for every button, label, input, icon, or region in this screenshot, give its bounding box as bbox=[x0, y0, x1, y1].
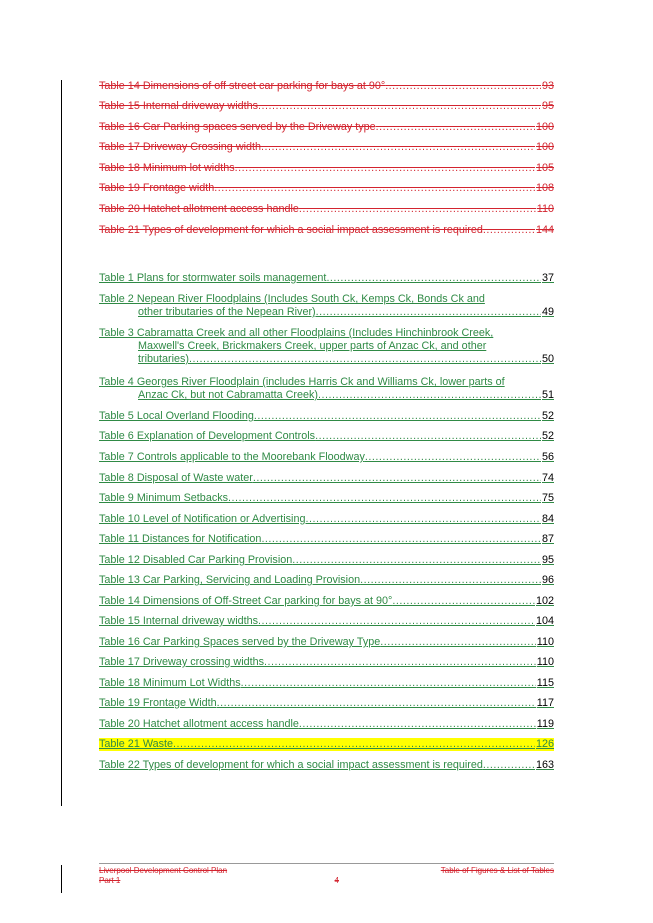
entry-page-number: 74 bbox=[541, 472, 554, 484]
deleted-table-entry[interactable] bbox=[99, 80, 554, 93]
entry-line bbox=[99, 738, 554, 751]
entry-label: Table 22 Types of development for which a social impact assessment is required bbox=[99, 759, 483, 771]
entry-line bbox=[99, 554, 554, 567]
entry-label: Table 10 Level of Notification or Advertising bbox=[99, 513, 306, 525]
entry-label: Table 17 Driveway Crossing width bbox=[99, 141, 262, 153]
dot-leader bbox=[316, 306, 541, 319]
table-entry[interactable] bbox=[99, 615, 554, 628]
entry-page-number: 49 bbox=[541, 306, 554, 318]
entry-label: Table 19 Frontage width bbox=[99, 182, 215, 194]
entry-line bbox=[99, 472, 554, 485]
entry-page-number: 126 bbox=[535, 738, 554, 750]
dot-leader bbox=[228, 492, 541, 505]
deleted-table-entry[interactable] bbox=[99, 141, 554, 154]
entry-line bbox=[99, 430, 554, 443]
dot-leader bbox=[264, 656, 536, 669]
entry-line bbox=[99, 182, 554, 195]
table-entry[interactable] bbox=[99, 327, 554, 366]
footer-row-2 bbox=[99, 876, 339, 885]
entry-page-number: 100 bbox=[535, 121, 554, 133]
dot-leader bbox=[380, 636, 536, 649]
dot-leader bbox=[392, 595, 535, 608]
entry-line bbox=[99, 533, 554, 546]
entry-label: Table 15 Internal driveway widths bbox=[99, 100, 259, 112]
dot-leader bbox=[318, 389, 541, 402]
entry-label: Table 19 Frontage Width bbox=[99, 697, 217, 709]
dot-leader bbox=[189, 353, 541, 366]
dot-leader bbox=[365, 451, 541, 464]
entry-page-number: 75 bbox=[541, 492, 554, 504]
table-entry[interactable] bbox=[99, 272, 554, 285]
entry-label: Table 6 Explanation of Development Controls bbox=[99, 430, 316, 442]
entry-line bbox=[99, 80, 554, 93]
entry-line bbox=[99, 162, 554, 175]
table-entry[interactable] bbox=[99, 759, 554, 772]
table-entry[interactable] bbox=[99, 554, 554, 567]
entry-line bbox=[99, 272, 554, 285]
entry-label: Table 13 Car Parking, Servicing and Loading Provision bbox=[99, 574, 361, 586]
entry-line bbox=[99, 656, 554, 669]
table-entry[interactable] bbox=[99, 533, 554, 546]
table-entry[interactable] bbox=[99, 636, 554, 649]
table-entry[interactable] bbox=[99, 376, 554, 402]
entry-page-number: 117 bbox=[536, 697, 554, 709]
entry-page-number: 50 bbox=[541, 353, 554, 365]
revision-margin-bar-footer bbox=[61, 865, 62, 893]
entry-line bbox=[99, 410, 554, 423]
entry-line bbox=[99, 636, 554, 649]
entry-page-number: 56 bbox=[541, 451, 554, 463]
entry-label: Table 18 Minimum Lot Widths bbox=[99, 677, 241, 689]
entry-label: Table 14 Dimensions of Off-Street Car parking for bays at 90° bbox=[99, 595, 393, 607]
table-entry[interactable] bbox=[99, 595, 554, 608]
entry-page-number: 93 bbox=[541, 80, 554, 92]
dot-leader bbox=[261, 141, 535, 154]
entry-line bbox=[99, 327, 554, 340]
entry-label: Table 11 Distances for Notification bbox=[99, 533, 262, 545]
table-entry[interactable] bbox=[99, 293, 554, 319]
entry-page-number: 163 bbox=[535, 759, 554, 771]
entry-page-number: 110 bbox=[536, 203, 554, 215]
table-entry[interactable] bbox=[99, 677, 554, 690]
entry-page-number: 37 bbox=[541, 272, 554, 284]
entry-label: Table 3 Cabramatta Creek and all other Floodplains (Includes Hinchinbrook Creek, bbox=[99, 327, 494, 339]
dot-leader bbox=[253, 472, 541, 485]
deleted-table-entry[interactable] bbox=[99, 121, 554, 134]
entry-label: Table 7 Controls applicable to the Moorebank Floodway bbox=[99, 451, 365, 463]
dot-leader bbox=[261, 533, 541, 546]
entry-line bbox=[99, 677, 554, 690]
entry-line bbox=[99, 759, 554, 772]
table-entry[interactable] bbox=[99, 656, 554, 669]
entry-label: Table 5 Local Overland Flooding bbox=[99, 410, 254, 422]
dot-leader bbox=[376, 121, 535, 134]
table-entry[interactable] bbox=[99, 472, 554, 485]
entry-page-number: 96 bbox=[541, 574, 554, 586]
entry-line bbox=[99, 376, 554, 389]
entry-label: Table 8 Disposal of Waste water bbox=[99, 472, 253, 484]
dot-leader bbox=[299, 203, 536, 216]
entry-label: Table 18 Minimum lot widths bbox=[99, 162, 235, 174]
entry-line bbox=[99, 492, 554, 505]
footer-row-1 bbox=[99, 866, 554, 875]
entry-page-number: 95 bbox=[541, 100, 554, 112]
table-entry[interactable] bbox=[99, 410, 554, 423]
entry-line bbox=[99, 353, 554, 366]
deleted-table-entry[interactable] bbox=[99, 100, 554, 113]
entry-line bbox=[99, 718, 554, 731]
footer-section: Table of Figures & List of Tables bbox=[440, 866, 554, 875]
entry-label-continued: tributaries) bbox=[138, 353, 190, 365]
entry-label: Table 1 Plans for stormwater soils management bbox=[99, 272, 327, 284]
dot-leader bbox=[360, 574, 541, 587]
entry-page-number: 119 bbox=[536, 718, 554, 730]
entry-line bbox=[99, 306, 554, 319]
entry-line bbox=[99, 224, 554, 237]
entry-label: Table 9 Minimum Setbacks bbox=[99, 492, 229, 504]
dot-leader bbox=[173, 738, 535, 751]
entry-line bbox=[99, 389, 554, 402]
entry-line bbox=[99, 574, 554, 587]
deleted-table-entry[interactable] bbox=[99, 182, 554, 195]
entry-line bbox=[99, 293, 554, 306]
footer-title: Liverpool Development Control Plan bbox=[99, 866, 228, 875]
entry-page-number: 95 bbox=[541, 554, 554, 566]
table-entry[interactable] bbox=[99, 451, 554, 464]
entry-label: Table 12 Disabled Car Parking Provision bbox=[99, 554, 293, 566]
table-entry[interactable] bbox=[99, 697, 554, 710]
footer-part: Part 1 bbox=[99, 876, 121, 885]
dot-leader bbox=[258, 615, 535, 628]
dot-leader bbox=[326, 272, 541, 285]
dot-leader bbox=[385, 80, 541, 93]
dot-leader bbox=[483, 759, 535, 772]
dot-leader bbox=[254, 410, 541, 423]
dot-leader bbox=[483, 224, 535, 237]
entry-line bbox=[99, 697, 554, 710]
footer-rule bbox=[99, 863, 554, 864]
entry-line bbox=[99, 595, 554, 608]
entry-page-number: 105 bbox=[535, 162, 554, 174]
entry-line bbox=[99, 203, 554, 216]
entry-label: Table 14 Dimensions of off street car parking for bays at 90° bbox=[99, 80, 386, 92]
entry-label: Table 16 Car Parking Spaces served by the Driveway Type bbox=[99, 636, 381, 648]
revision-margin-bar bbox=[61, 80, 62, 806]
table-entry[interactable] bbox=[99, 718, 554, 731]
deleted-table-entry[interactable] bbox=[99, 162, 554, 175]
entry-line bbox=[99, 100, 554, 113]
entry-line bbox=[99, 513, 554, 526]
entry-label: Table 15 Internal driveway widths bbox=[99, 615, 259, 627]
dot-leader bbox=[305, 513, 541, 526]
entry-label-continued: Anzac Ck, but not Cabramatta Creek) bbox=[138, 389, 319, 401]
entry-label: Table 2 Nepean River Floodplains (Includes South Ck, Kemps Ck, Bonds Ck and bbox=[99, 293, 485, 305]
deleted-table-entry[interactable] bbox=[99, 224, 554, 237]
entry-label: Table 17 Driveway crossing widths bbox=[99, 656, 265, 668]
entry-page-number: 108 bbox=[535, 182, 554, 194]
entry-label: Table 21 Waste bbox=[99, 738, 174, 750]
entry-page-number: 100 bbox=[535, 141, 554, 153]
entry-page-number: 110 bbox=[536, 636, 554, 648]
entry-page-number: 52 bbox=[541, 410, 554, 422]
entry-label: Table 4 Georges River Floodplain (includes Harris Ck and Williams Ck, lower parts of bbox=[99, 376, 505, 388]
entry-label-continued: other tributaries of the Nepean River) bbox=[138, 306, 316, 318]
dot-leader bbox=[299, 718, 536, 731]
entry-page-number: 84 bbox=[541, 513, 554, 525]
entry-label: Table 16 Car Parking spaces served by the Driveway type bbox=[99, 121, 376, 133]
entry-line bbox=[99, 340, 554, 353]
dot-leader bbox=[315, 430, 541, 443]
entry-page-number: 110 bbox=[536, 656, 554, 668]
dot-leader bbox=[292, 554, 541, 567]
entry-label: Table 20 Hatchet allotment access handle bbox=[99, 718, 299, 730]
dot-leader bbox=[241, 677, 536, 690]
entry-line bbox=[99, 141, 554, 154]
dot-leader bbox=[214, 182, 535, 195]
table-entry[interactable] bbox=[99, 430, 554, 443]
table-entry[interactable] bbox=[99, 513, 554, 526]
entry-page-number: 144 bbox=[535, 224, 554, 236]
entry-page-number: 102 bbox=[535, 595, 554, 607]
entry-page-number: 51 bbox=[541, 389, 554, 401]
entry-page-number: 52 bbox=[541, 430, 554, 442]
table-entry[interactable] bbox=[99, 492, 554, 505]
deleted-table-entry[interactable] bbox=[99, 203, 554, 216]
dot-leader bbox=[235, 162, 535, 175]
entry-label: Table 20 Hatchet allotment access handle bbox=[99, 203, 299, 215]
dot-leader bbox=[258, 100, 541, 113]
entry-page-number: 87 bbox=[541, 533, 554, 545]
entry-line bbox=[99, 121, 554, 134]
dot-leader bbox=[217, 697, 536, 710]
footer-page-number: 4 bbox=[334, 876, 339, 885]
entry-label: Table 21 Types of development for which a social impact assessment is required bbox=[99, 224, 483, 236]
entry-line bbox=[99, 615, 554, 628]
entry-page-number: 104 bbox=[535, 615, 554, 627]
table-entry[interactable] bbox=[99, 574, 554, 587]
entry-label-continued: Maxwell's Creek, Brickmakers Creek, upper parts of Anzac Ck, and other bbox=[138, 340, 487, 352]
entry-page-number: 115 bbox=[536, 677, 554, 689]
table-entry[interactable] bbox=[99, 738, 554, 751]
entry-line bbox=[99, 451, 554, 464]
